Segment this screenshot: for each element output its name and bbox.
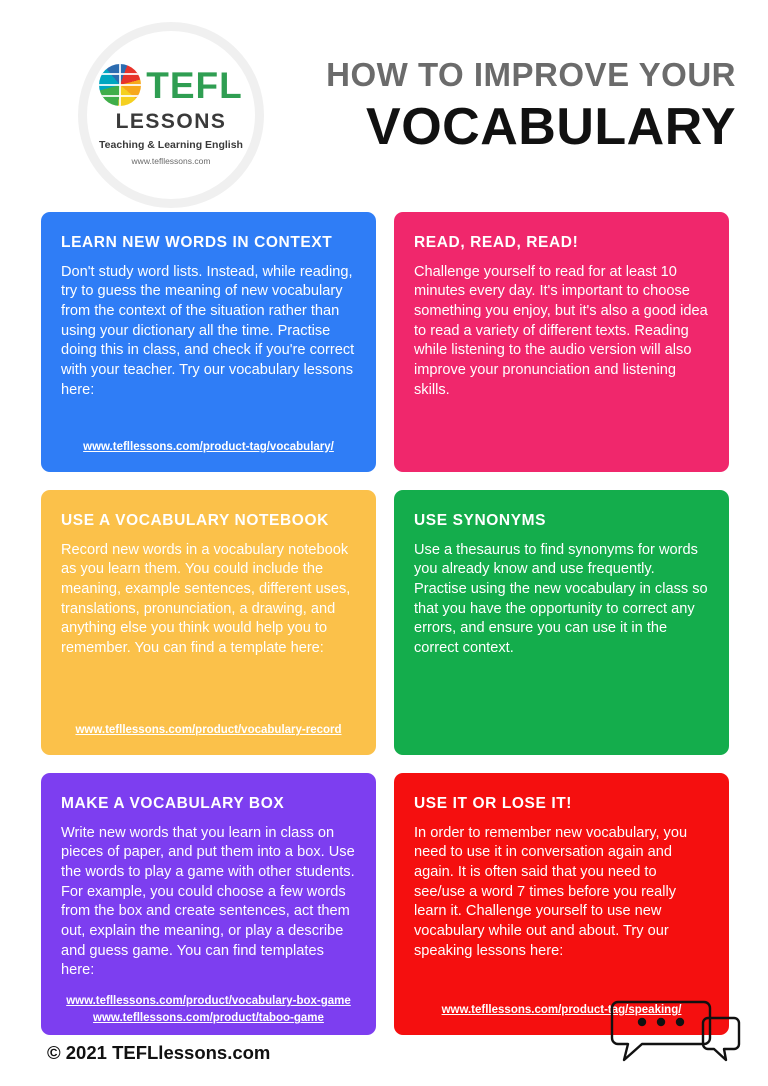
tip-card-body: In order to remember new vocabulary, you need to use it in conversation again and again. It is often said that you need to see/use a word 7 times before you really learn it. Challenge yourself to use new vocabulary while out and about. Try our speaking lessons here:: [414, 824, 688, 959]
tip-card-links: [61, 427, 356, 456]
tip-card-body: Write new words that you learn in class on pieces of paper, and put them into a box. Use the words to play a game with other students. For example, you could choose a few words from the box and create sentences, act them out, explain the meaning, or play a describe and guess game. You can find templates here:: [61, 824, 355, 979]
speech-bubbles-icon: [604, 992, 744, 1072]
tip-card-title: READ, READ, READ!: [414, 234, 579, 251]
tip-card-body: Record new words in a vocabulary notebook as you learn them. You could include the meaning, example sentences, different uses, translations, pronunciation, a drawing, and anything else you think would help you to remember. You can find a template here:: [61, 541, 351, 657]
tip-card-links: [61, 710, 356, 739]
tip-card-body: Challenge yourself to read for at least 10 minutes every day. It's important to choose something you enjoy, but it's also a good idea to read a variety of different texts. Reading while listening to the audio version will also improve your pronunciation and listening skills.: [414, 263, 708, 398]
tips-row-2: [41, 490, 729, 755]
tip-card-title: USE SYNONYMS: [414, 512, 547, 529]
tip-card-read-read-read: [394, 212, 729, 472]
logo-brand-bottom: LESSONS: [115, 110, 227, 133]
tip-card-use-synonyms: [394, 490, 729, 755]
globe-icon: [99, 64, 141, 106]
page-title: [266, 58, 736, 156]
tip-card-body: Don't study word lists. Instead, while reading, try to guess the meaning of new vocabulary from the context of the situation rather than using your dictionary all the time. Practise doing this in class, and check if you're correct with your teacher. Try our vocabulary lessons here:: [61, 263, 355, 398]
tip-card-link[interactable]: www.tefllessons.com/product-tag/vocabulary/: [83, 440, 334, 453]
page-title-line-2: VOCABULARY: [366, 97, 736, 156]
logo-brand-top: TEFL: [146, 64, 243, 106]
tip-card-title: USE IT OR LOSE IT!: [414, 795, 573, 812]
tip-card-use-a-vocabulary-notebook: [41, 490, 376, 755]
tips-grid: [41, 212, 729, 1053]
tip-card-link[interactable]: www.tefllessons.com/product/vocabulary-box-game: [66, 995, 351, 1008]
tip-card-links: [61, 981, 356, 1028]
logo: [78, 22, 264, 208]
tip-card-title: USE A VOCABULARY NOTEBOOK: [61, 512, 329, 529]
logo-main-row: [99, 64, 242, 106]
logo-tagline: Teaching & Learning English: [99, 139, 243, 151]
tip-card-link[interactable]: www.tefllessons.com/product-tag/speaking/: [441, 1003, 682, 1016]
tip-card-link[interactable]: www.tefllessons.com/product/taboo-game: [93, 1012, 324, 1025]
tip-card-link[interactable]: www.tefllessons.com/product/vocabulary-record: [75, 723, 342, 736]
logo-url: www.tefllessons.com: [131, 156, 211, 166]
tip-card-learn-new-words-in-context: [41, 212, 376, 472]
tip-card-title: MAKE A VOCABULARY BOX: [61, 795, 285, 812]
page-title-line-1: HOW TO IMPROVE YOUR: [326, 56, 736, 93]
tip-card-make-a-vocabulary-box: [41, 773, 376, 1035]
copyright-text: © 2021 TEFLlessons.com: [47, 1042, 271, 1063]
tip-card-title: LEARN NEW WORDS IN CONTEXT: [61, 234, 333, 251]
tips-row-1: [41, 212, 729, 472]
poster-header: [0, 0, 768, 208]
tip-card-body: Use a thesaurus to find synonyms for words you already know and use frequently. Practise using the new vocabulary in class so that you have the opportunity to correct any errors, and ensure you can use it in the correct context.: [414, 541, 708, 657]
